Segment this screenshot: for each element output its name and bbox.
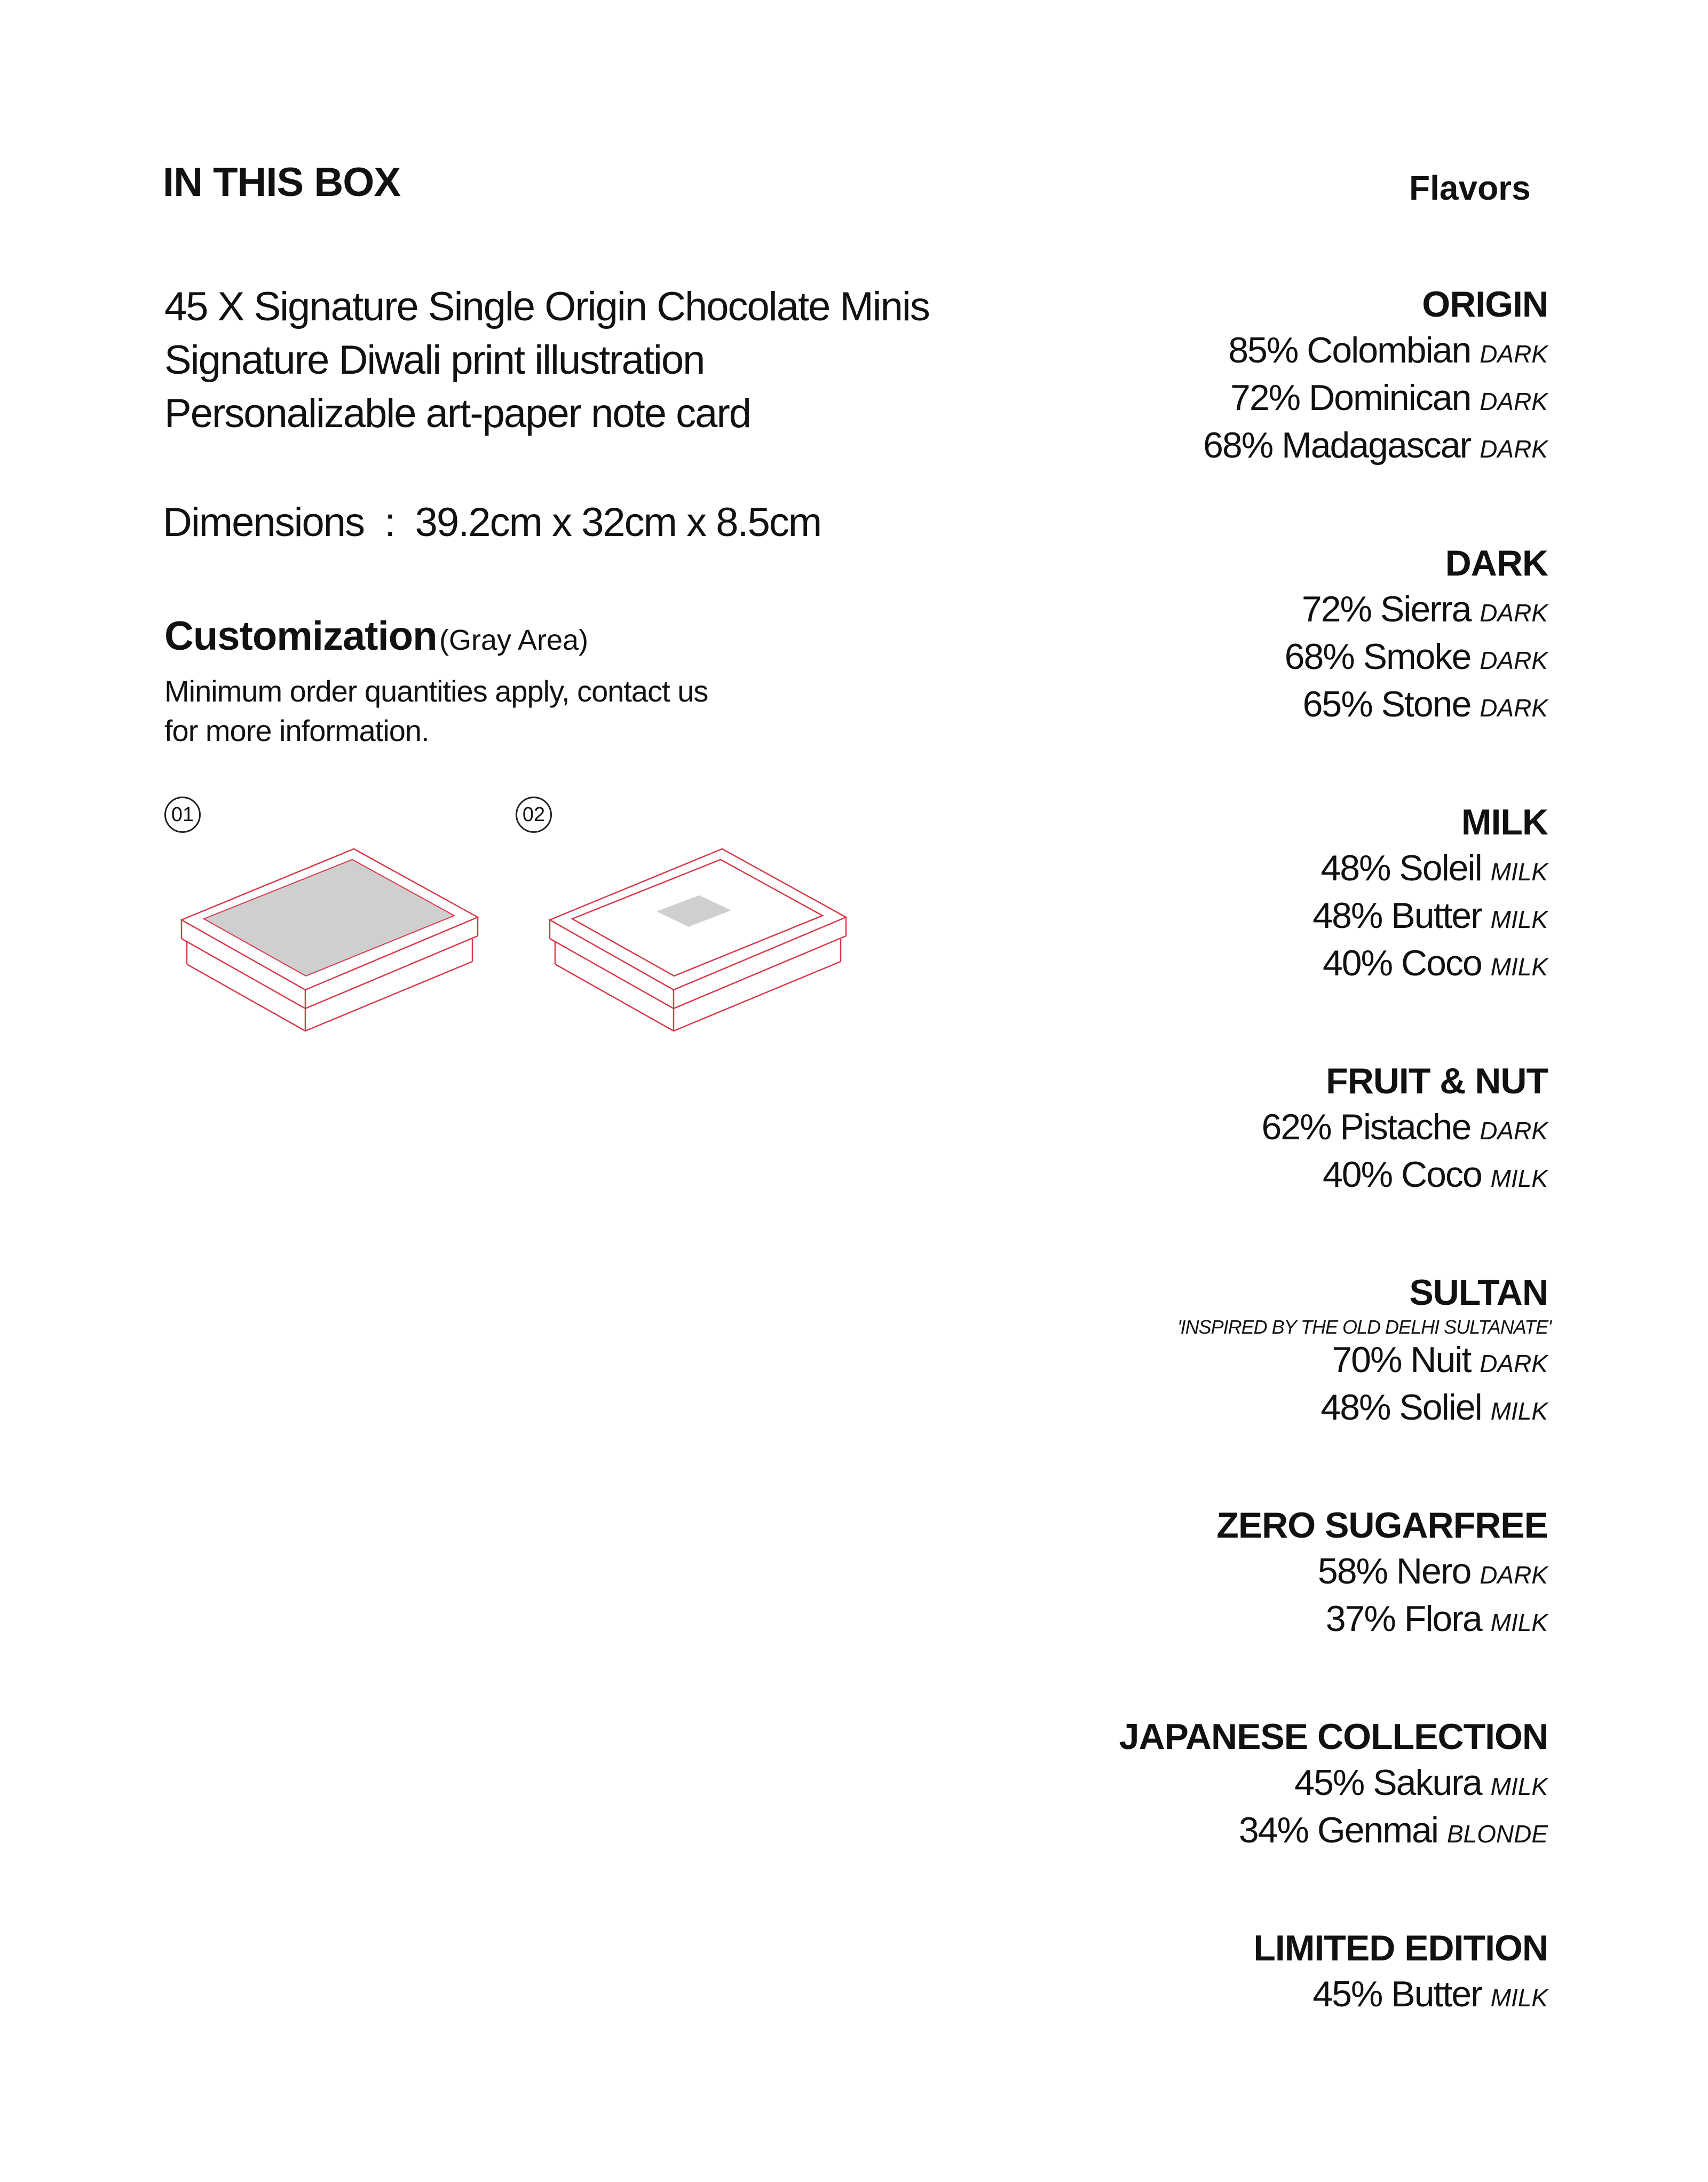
- flavor-group-subtitle: 'INSPIRED BY THE OLD DELHI SULTANATE': [1177, 1316, 1551, 1338]
- flavor-type: DARK: [1480, 435, 1548, 463]
- flavor-group-title: ZERO SUGARFREE: [1216, 1505, 1548, 1546]
- box-contents-list: [164, 280, 929, 440]
- flavor-group-title: SULTAN: [1409, 1272, 1548, 1313]
- flavor-name: 85% Colombian: [1228, 330, 1471, 371]
- customization-note-line: Minimum order quantities apply, contact us: [164, 674, 708, 708]
- flavor-name: 68% Madagascar: [1203, 425, 1471, 466]
- flavor-type: MILK: [1490, 1397, 1548, 1425]
- flavor-group-title: DARK: [1445, 543, 1548, 584]
- flavor-group-title: LIMITED EDITION: [1253, 1928, 1548, 1968]
- flavor-type: DARK: [1480, 647, 1548, 674]
- flavor-type: DARK: [1480, 1350, 1548, 1377]
- flavor-type: DARK: [1480, 340, 1548, 368]
- flavor-name: 40% Coco: [1322, 943, 1482, 983]
- dimensions-label: Dimensions: [163, 500, 365, 545]
- flavor-type: DARK: [1480, 599, 1548, 627]
- customization-note-line: for more information.: [164, 714, 429, 747]
- flavor-name: 45% Sakura: [1294, 1762, 1482, 1803]
- customization-title: [164, 613, 588, 659]
- customization-note: [164, 672, 708, 751]
- flavor-group-title: JAPANESE COLLECTION: [1119, 1716, 1548, 1757]
- flavor-group: [907, 1924, 1548, 2020]
- flavor-name: 72% Sierra: [1301, 589, 1471, 629]
- flavor-type: MILK: [1490, 1609, 1548, 1636]
- flavor-item: [907, 1761, 1548, 1808]
- flavor-item: [907, 941, 1548, 989]
- flavor-item: [907, 1972, 1548, 2020]
- flavor-name: 48% Butter: [1312, 895, 1482, 936]
- in-this-box-heading: IN THIS BOX: [163, 160, 401, 205]
- flavor-item: [907, 894, 1548, 941]
- flavor-group: [907, 1713, 1548, 1856]
- flavor-item: [907, 376, 1548, 423]
- flavors-heading: Flavors: [1409, 169, 1531, 207]
- flavor-name: 58% Nero: [1317, 1551, 1471, 1592]
- flavor-name: 45% Butter: [1312, 1974, 1482, 2014]
- flavor-group-title: ORIGIN: [1422, 284, 1548, 325]
- flavors-list: [907, 280, 1551, 2088]
- flavor-name: 65% Stone: [1302, 684, 1471, 724]
- flavor-type: MILK: [1490, 953, 1548, 981]
- flavor-type: BLONDE: [1446, 1820, 1548, 1848]
- flavor-name: 48% Soliel: [1320, 1387, 1482, 1428]
- flavor-item: [907, 587, 1548, 635]
- box-illustration-patch-print: [539, 838, 859, 1062]
- box-content-item: Personalizable art-paper note card: [164, 391, 751, 436]
- flavor-name: 70% Nuit: [1332, 1340, 1471, 1380]
- customization-heading: Customization: [164, 613, 437, 659]
- customization-subtitle: (Gray Area): [439, 624, 589, 656]
- flavor-type: DARK: [1480, 694, 1548, 722]
- box-illustration-full-print: [171, 838, 491, 1062]
- flavor-item: [907, 635, 1548, 682]
- option-badge-01: 01: [164, 797, 201, 833]
- flavor-name: 62% Pistache: [1261, 1107, 1471, 1147]
- box-content-item: Signature Diwali print illustration: [164, 337, 705, 383]
- flavor-type: DARK: [1480, 1561, 1548, 1589]
- flavor-group: [907, 1057, 1548, 1200]
- flavor-item: [907, 1597, 1548, 1644]
- dimensions-value: 39.2cm x 32cm x 8.5cm: [415, 500, 821, 545]
- print-area-full: [204, 860, 454, 976]
- flavor-type: MILK: [1490, 905, 1548, 933]
- flavor-group: [907, 539, 1548, 730]
- flavor-type: MILK: [1490, 1984, 1548, 2012]
- flavor-item: [907, 1153, 1548, 1200]
- flavor-type: MILK: [1490, 858, 1548, 886]
- option-badge-02: 02: [516, 797, 552, 833]
- flavor-type: DARK: [1480, 388, 1548, 415]
- flavor-item: [907, 682, 1548, 730]
- box-content-item: 45 X Signature Single Origin Chocolate Minis: [164, 284, 929, 329]
- flavor-item: [907, 1549, 1548, 1597]
- dimensions-separator: :: [374, 500, 405, 545]
- flavor-name: 34% Genmai: [1238, 1810, 1438, 1850]
- flavor-type: MILK: [1490, 1164, 1548, 1192]
- flavor-item: [907, 1808, 1548, 1856]
- print-area-patch: [657, 895, 731, 927]
- flavor-type: DARK: [1480, 1117, 1548, 1145]
- flavor-type: MILK: [1490, 1773, 1548, 1800]
- flavor-item: [907, 423, 1548, 471]
- flavor-item: [907, 1338, 1548, 1385]
- flavor-item: [907, 1385, 1548, 1433]
- flavor-name: 37% Flora: [1325, 1598, 1482, 1639]
- flavor-item: [907, 328, 1548, 376]
- flavor-group-title: FRUIT & NUT: [1326, 1061, 1548, 1101]
- flavor-group: [907, 1501, 1548, 1644]
- flavor-item: [907, 1105, 1548, 1153]
- flavor-group: [907, 798, 1548, 989]
- flavor-name: 68% Smoke: [1284, 636, 1471, 677]
- flavor-name: 40% Coco: [1322, 1154, 1482, 1195]
- flavor-item: [907, 846, 1548, 894]
- flavor-group-title: MILK: [1461, 802, 1548, 842]
- flavor-group: [907, 1269, 1551, 1433]
- dimensions-line: [163, 499, 821, 546]
- flavor-name: 48% Soleil: [1320, 848, 1482, 888]
- flavor-group: [907, 280, 1548, 471]
- flavor-name: 72% Dominican: [1230, 377, 1471, 418]
